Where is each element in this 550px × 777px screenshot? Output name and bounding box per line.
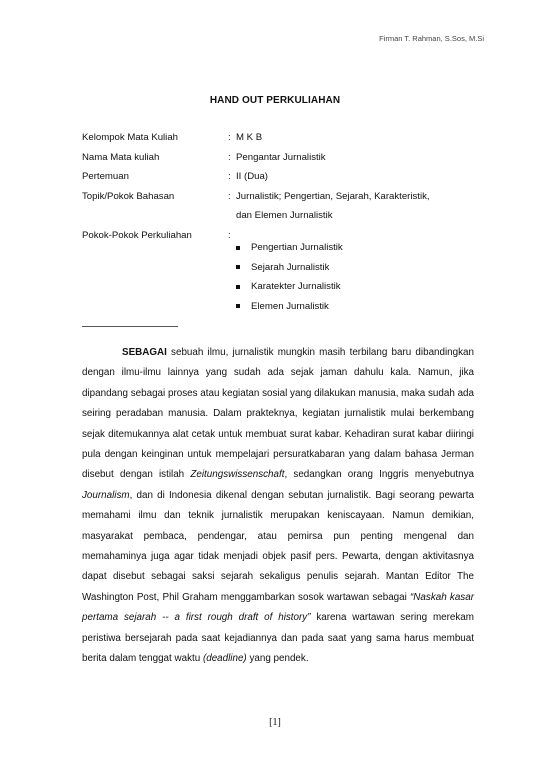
square-bullet-icon bbox=[236, 304, 240, 308]
body-text-segment: sebuah ilmu, jurnalistik mungkin masih terbilang baru dibandingkan dengan ilmu-ilmu lainnya yang sudah ada sejak jaman dahulu kala. Namun, jika dipandang sebagai proses atau kegiatan sosial yang dilakukan manusia, maka sudah ada seiring peradaban manusia. Dalam prakteknya, kegiatan jurnalistik mulai berkembang sejak ditemukannya alat cetak untuk membuat surat kabar. Kehadiran surat kabar diiringi pula dengan keinginan untuk mempelajari persuratkabaran yang dalam bahasa Jerman disebut dengan istilah bbox=[82, 347, 474, 481]
info-row-course-group bbox=[82, 128, 496, 148]
section-divider bbox=[82, 326, 178, 327]
info-label: Nama Mata kuliah bbox=[82, 151, 160, 163]
info-value: Pengantar Jurnalistik bbox=[236, 151, 326, 163]
list-item bbox=[236, 258, 343, 278]
list-item bbox=[236, 297, 343, 317]
graham-quote: “Naskah kasar pertama sejarah -- a first rough draft of history” bbox=[82, 591, 474, 624]
info-row-course-name bbox=[82, 148, 496, 168]
info-colon: : bbox=[228, 171, 231, 182]
list-item bbox=[236, 238, 343, 258]
term-journalism: Journalism bbox=[82, 489, 130, 501]
subtopic-label: Pengertian Jurnalistik bbox=[251, 242, 343, 253]
subtopic-list bbox=[236, 238, 343, 316]
subtopic-label: Karatekter Jurnalistik bbox=[251, 281, 341, 292]
info-label: Pertemuan bbox=[82, 171, 129, 182]
body-text-segment: , sedangkan orang Inggris menyebutnya bbox=[284, 469, 474, 481]
info-value: dan Elemen Jurnalistik bbox=[236, 210, 333, 221]
body-text-segment: karena wartawan sering merekam peristiwa bersejarah pada saat kejadiannya dan pada saat yang sama harus membuat berita dalam tenggat waktu bbox=[82, 612, 474, 665]
body-text-segment: , dan di Indonesia dikenal dengan sebutan jurnalistik. Bagi seorang pewarta memahami ilmu dan teknik jurnalistik merupakan keniscayaan. Namun demikian, masyarakat pembaca, pendengar, atau pemirsa pun penting mengenal dan memahaminya juga agar tidak menjadi objek pasif pers. Pewarta, dengan aktivitasnya dapat disebut sebagai saksi sejarah sekaligus penulis sejarah. Mantan Editor The Washington Post, Phil Graham menggambarkan sosok wartawan sebagai bbox=[82, 489, 474, 603]
lead-word: SEBAGAI bbox=[122, 347, 167, 358]
info-value: II (Dua) bbox=[236, 171, 268, 182]
info-label: Pokok-Pokok Perkuliahan bbox=[82, 229, 192, 241]
info-row-meeting bbox=[82, 167, 496, 187]
info-colon bbox=[228, 206, 236, 226]
info-colon: : bbox=[228, 190, 231, 202]
page-number: [1] bbox=[269, 717, 281, 728]
term-zeitungswissenschaft: Zeitungswissenschaft bbox=[190, 469, 285, 481]
body-text-segment: yang pendek. bbox=[246, 653, 309, 665]
running-header-author: Firman T. Rahman, S.Sos, M.Si bbox=[379, 34, 484, 43]
info-colon: : bbox=[228, 151, 231, 163]
square-bullet-icon bbox=[236, 285, 240, 289]
info-label: Topik/Pokok Bahasan bbox=[82, 190, 175, 202]
square-bullet-icon bbox=[236, 265, 240, 269]
info-label: Kelompok Mata Kuliah bbox=[82, 132, 178, 143]
info-label bbox=[82, 206, 228, 226]
info-colon: : bbox=[228, 229, 231, 241]
subtopic-label: Elemen Jurnalistik bbox=[251, 300, 329, 312]
document-title: HAND OUT PERKULIAHAN bbox=[209, 95, 341, 106]
info-value: Jurnalistik; Pengertian, Sejarah, Karakteristik, bbox=[236, 190, 430, 202]
info-colon: : bbox=[228, 132, 231, 143]
list-item bbox=[236, 277, 343, 297]
info-value: M K B bbox=[236, 132, 263, 143]
subtopic-label: Sejarah Jurnalistik bbox=[251, 261, 330, 273]
term-deadline: (deadline) bbox=[202, 653, 247, 665]
body-paragraph bbox=[82, 343, 474, 670]
info-row-topic-continued bbox=[82, 206, 496, 226]
info-row-topic bbox=[82, 187, 496, 207]
course-info-table bbox=[82, 128, 496, 245]
square-bullet-icon bbox=[236, 246, 240, 250]
